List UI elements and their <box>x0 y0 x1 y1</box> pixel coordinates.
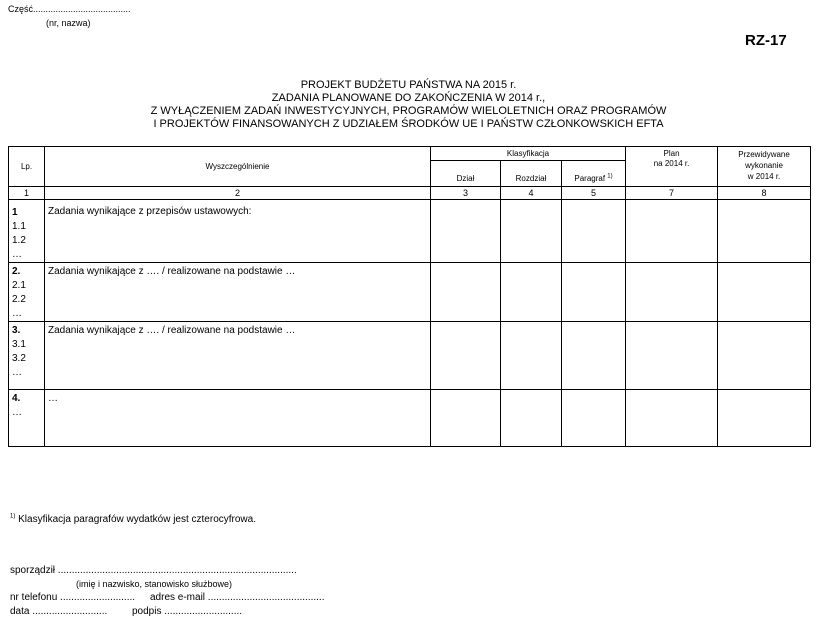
header-przewidywane <box>718 147 811 187</box>
tasks-table <box>8 146 811 447</box>
row-lp-item: … <box>12 367 22 378</box>
header-przew-line-3: w 2014 r. <box>747 172 781 181</box>
cell-plan <box>626 200 718 263</box>
table-row <box>9 263 811 322</box>
cell-rozdzial <box>501 263 562 322</box>
cell-przewidywane <box>718 263 811 322</box>
row-lp-item: … <box>12 407 22 418</box>
header-plan-line-1: Plan <box>663 149 680 158</box>
table-row <box>9 390 811 447</box>
header-paragraf <box>562 161 626 187</box>
row-lp <box>9 263 45 322</box>
header-lp: Lp. <box>9 147 45 187</box>
telefon-line: nr telefonu ........................... <box>10 592 136 603</box>
row-description: Zadania wynikające z …. / realizowane na podstawie … <box>45 322 431 390</box>
table-row <box>9 322 811 390</box>
colnum-3: 3 <box>431 187 501 200</box>
table-row <box>9 200 811 263</box>
cell-dzial <box>431 200 501 263</box>
colnum-5: 5 <box>562 187 626 200</box>
row-description: Zadania wynikające z …. / realizowane na podstawie … <box>45 263 431 322</box>
cell-przewidywane <box>718 200 811 263</box>
footnote <box>10 514 256 525</box>
cell-paragraf <box>562 200 626 263</box>
cell-paragraf <box>562 322 626 390</box>
sporzadzil-line: sporządził ...................................................................................... <box>10 565 297 576</box>
row-lp-item: … <box>12 249 22 260</box>
title-line-3: Z WYŁĄCZENIEM ZADAŃ INWESTYCYJNYCH, PROGRAMÓW WIELOLETNICH ORAZ PROGRAMÓW <box>150 105 667 117</box>
row-lp-item: 2.2 <box>12 294 26 305</box>
header-przew-line-2: wykonanie <box>745 161 783 170</box>
colnum-4: 4 <box>501 187 562 200</box>
row-lp <box>9 322 45 390</box>
header-klasyfikacja: Klasyfikacja <box>431 147 626 161</box>
header-przew-line-1: Przewidywane <box>738 150 790 159</box>
cell-paragraf <box>562 263 626 322</box>
row-lp-item: 3.2 <box>12 353 26 364</box>
row-lp-item: 4. <box>12 393 21 404</box>
cell-rozdzial <box>501 200 562 263</box>
cell-dzial <box>431 390 501 447</box>
header-paragraf-label: Paragraf <box>574 174 606 183</box>
row-lp-item: 3.1 <box>12 339 26 350</box>
cell-plan <box>626 263 718 322</box>
row-lp <box>9 390 45 447</box>
header-plan-line-2: na 2014 r. <box>653 159 690 168</box>
cell-dzial <box>431 322 501 390</box>
title-line-1: PROJEKT BUDŻETU PAŃSTWA NA 2015 r. <box>300 79 517 91</box>
cell-dzial <box>431 263 501 322</box>
row-description: … <box>45 390 431 447</box>
row-lp-item: 1.2 <box>12 235 26 246</box>
cell-plan <box>626 322 718 390</box>
header-plan <box>626 147 718 187</box>
czesc-label: Część....................................... <box>8 4 131 14</box>
cell-przewidywane <box>718 390 811 447</box>
cell-plan <box>626 390 718 447</box>
row-lp-item: 1.1 <box>12 221 26 232</box>
header-wyszczegolnienie: Wyszczególnienie <box>45 147 431 187</box>
title-line-2: ZADANIA PLANOWANE DO ZAKOŃCZENIA W 2014 r., <box>271 92 546 104</box>
cell-paragraf <box>562 390 626 447</box>
header-dzial: Dział <box>431 161 501 187</box>
footnote-text: Klasyfikacja paragrafów wydatków jest czterocyfrowa. <box>18 514 256 525</box>
email-line: adres e-mail .......................................... <box>150 592 325 603</box>
row-lp-item: 3. <box>12 325 21 336</box>
sporzadzil-hint: (imię i nazwisko, stanowisko służbowe) <box>76 579 233 589</box>
czesc-hint: (nr, nazwa) <box>46 18 91 28</box>
row-description: Zadania wynikające z przepisów ustawowych: <box>45 200 431 263</box>
cell-przewidywane <box>718 322 811 390</box>
form-code: RZ-17 <box>745 32 787 49</box>
colnum-8: 8 <box>718 187 811 200</box>
colnum-2: 2 <box>45 187 431 200</box>
colnum-7: 7 <box>626 187 718 200</box>
podpis-line: podpis ............................ <box>132 606 243 617</box>
cell-rozdzial <box>501 390 562 447</box>
title-line-4: I PROJEKTÓW FINANSOWANYCH Z UDZIAŁEM ŚRODKÓW UE I PAŃSTW CZŁONKOWSKICH EFTA <box>153 118 664 130</box>
data-line: data ........................... <box>10 606 108 617</box>
row-lp-item: … <box>12 308 22 319</box>
colnum-1: 1 <box>9 187 45 200</box>
footnote-marker: 1) <box>10 513 16 520</box>
cell-rozdzial <box>501 322 562 390</box>
row-lp-item: 2. <box>12 266 21 277</box>
row-lp <box>9 200 45 263</box>
row-lp-item: 2.1 <box>12 280 26 291</box>
row-lp-item: 1 <box>12 207 18 218</box>
header-rozdzial: Rozdział <box>501 161 562 187</box>
header-paragraf-note: 1) <box>607 173 613 180</box>
